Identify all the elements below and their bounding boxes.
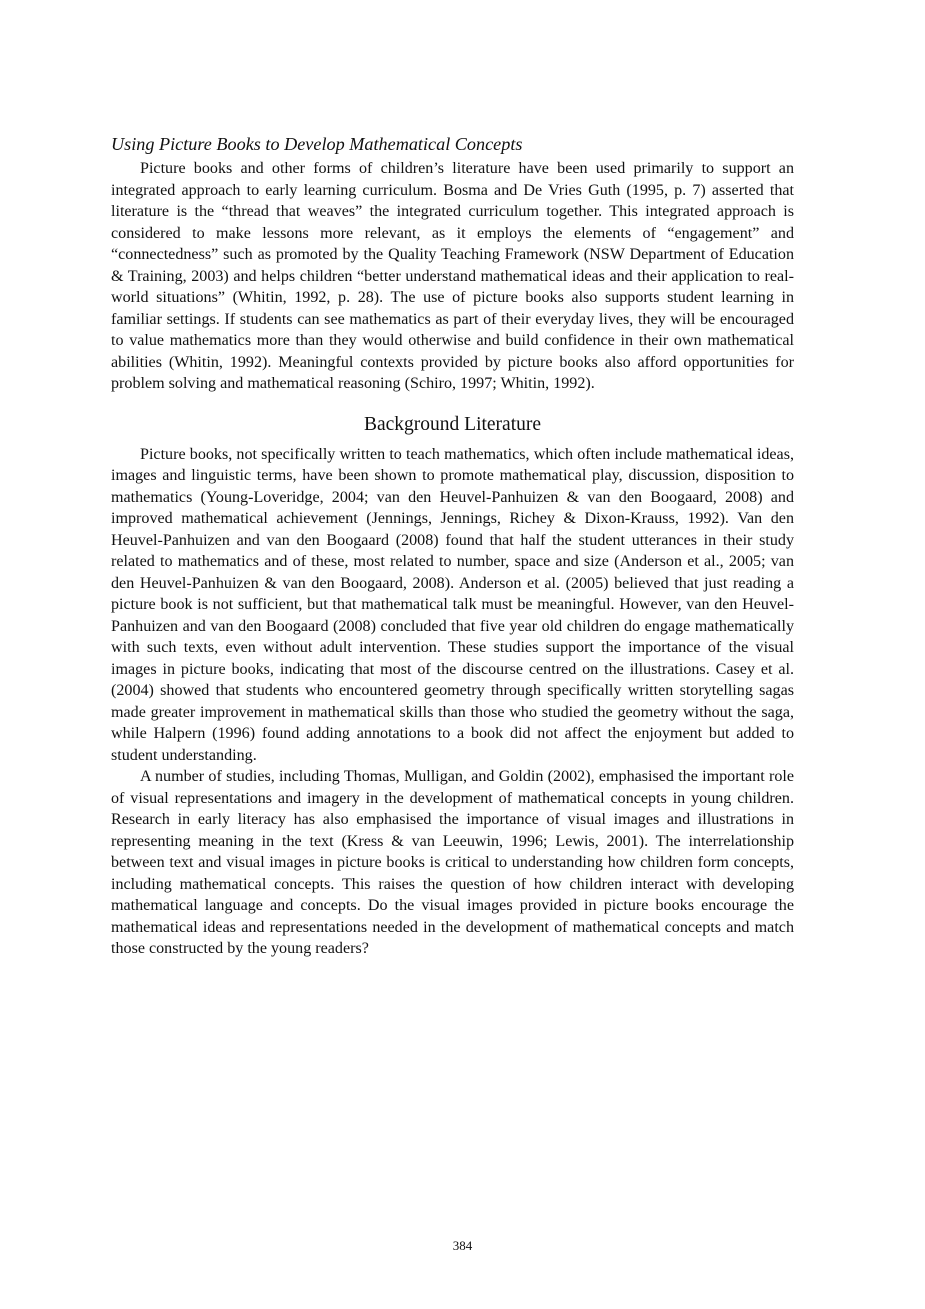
paragraph-background-1: Picture books, not specifically written to teach mathematics, which often include mathematical ideas, images and linguistic terms, have been shown to promote mathematical play, discussion, disposition to mathematics (Young-Loveridge, 2004; van den Heuvel-Panhuizen & van den Boogaard, 2008) and improved mathematical achievement (Jennings, Jennings, Richey & Dixon-Krauss, 1992). Van den Heuvel-Panhuizen and van den Boogaard (2008) found that half the student utterances in their study related to mathematics and of these, most related to number, space and size (Anderson et al., 2005; van den Heuvel-Panhuizen & van den Boogaard, 2008). Anderson et al. (2005) believed that just reading a picture book is not sufficient, but that mathematical talk must be meaningful. However, van den Heuvel-Panhuizen and van den Boogaard (2008) concluded that five year old children do engage mathematically with such texts, even without adult intervention. These studies support the importance of the visual images in picture books, indicating that most of the discourse centred on the illustrations. Casey et al. (2004) showed that students who encountered geometry through specifically written storytelling sagas made greater improvement in mathematical skills than those who studied the geometry without the saga, while Halpern (1996) found adding annotations to a book did not affect the enjoyment but added to student understanding. bbox=[111, 445, 794, 764]
paragraph-picture-books: Picture books and other forms of children’s literature have been used primarily to support an integrated approach to early learning curriculum. Bosma and De Vries Guth (1995, p. 7) asserted that literature is the “thread that weaves” the integrated curriculum together. This integrated approach is considered to make lessons more relevant, as it employs the elements of “engagement” and “connectedness” such as promoted by the Quality Teaching Framework (NSW Department of Education & Training, 2003) and helps children “better understand mathematical ideas and their application to real-world situations” (Whitin, 1992, p. 28). The use of picture books also supports student learning in familiar settings. If students can see mathematics as part of their everyday lives, they will be encouraged to value mathematics more than they would otherwise and build confidence in their own mathematical abilities (Whitin, 1992). Meaningful contexts provided by picture books also afford opportunities for problem solving and mathematical reasoning (Schiro, 1997; Whitin, 1992). bbox=[111, 160, 794, 392]
paragraph-background-2: A number of studies, including Thomas, Mulligan, and Goldin (2002), emphasised the important role of visual representations and imagery in the development of mathematical concepts in young children. Research in early literacy has also emphasised the importance of visual images and illustrations in representing meaning in the text (Kress & van Leeuwin, 1996; Lewis, 2001). The interrelationship between text and visual images in picture books is critical to understanding how children form concepts, including mathematical concepts. This raises the question of how children interact with developing mathematical language and concepts. Do the visual images provided in picture books encourage the mathematical ideas and representations needed in the development of mathematical concepts and match those constructed by the young readers? bbox=[111, 768, 794, 957]
page-body bbox=[111, 130, 794, 960]
section-subheading: Using Picture Books to Develop Mathematical Concepts bbox=[111, 134, 523, 154]
section-heading: Background Literature bbox=[363, 413, 542, 435]
page-number: 384 bbox=[452, 1238, 473, 1253]
